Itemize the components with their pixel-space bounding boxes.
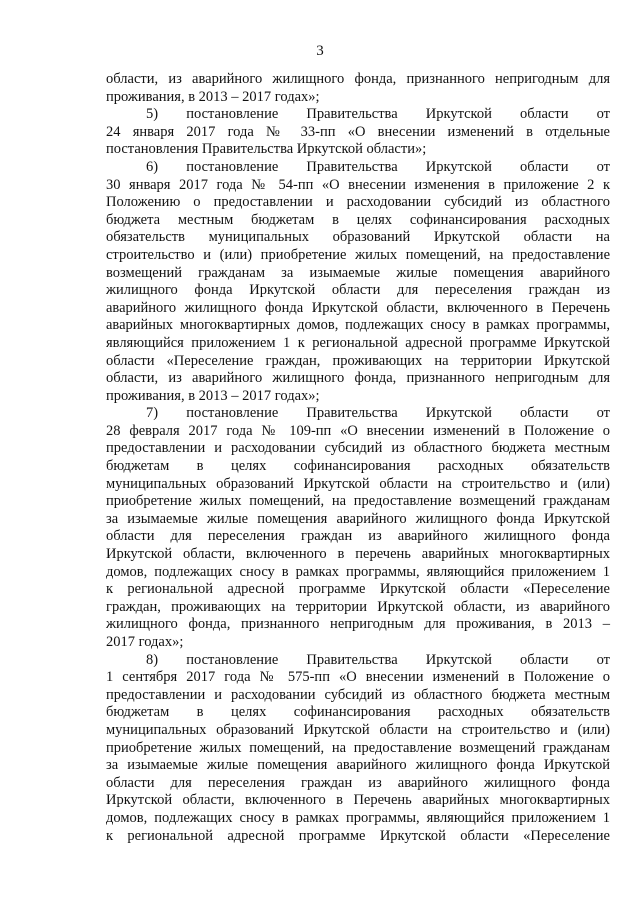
text-line: области для переселения граждан из аварийного жилищного фонда <box>106 528 610 545</box>
text-line: бюджета местным бюджетам в целях софинансирования расходных <box>106 211 610 228</box>
text-line: приобретение жилых помещений, на предоставление возмещений гражданам <box>106 493 610 510</box>
text-line: 24 января 2017 года № 33-пп «О внесении изменений в отдельные <box>106 123 610 140</box>
text-line: бюджетам в целях софинансирования расходных обязательств <box>106 458 610 475</box>
text-line: строительство и (или) приобретение жилых помещений, на предоставление <box>106 246 610 263</box>
text-line: проживания, в 2013 – 2017 годах»; <box>106 387 320 404</box>
text-line: к региональной адресной программе Иркутской области «Переселение <box>106 581 610 598</box>
text-line: области «Переселение граждан, проживающих на территории Иркутской <box>106 352 610 369</box>
page-number: 3 <box>316 43 324 59</box>
text-line: муниципальных образований Иркутской области на строительство и (или) <box>106 721 610 738</box>
text-line: 6) постановление Правительства Иркутской области от <box>146 158 610 175</box>
text-line: жилищного фонда, признанного непригодным для проживания, в 2013 – <box>106 616 610 633</box>
text-line: за изымаемые жилые помещения аварийного жилищного фонда Иркутской <box>106 510 610 527</box>
text-line: за изымаемые жилые помещения аварийного жилищного фонда Иркутской <box>106 757 610 774</box>
text-line: постановления Правительства Иркутской области»; <box>106 141 427 158</box>
text-line: области, из аварийного жилищного фонда, признанного непригодным для <box>106 71 610 87</box>
text-line: граждан, проживающих на территории Иркутской области, из аварийного <box>106 598 610 615</box>
text-line: бюджетам в целях софинансирования расходных обязательств <box>106 704 610 721</box>
text-line: 8) постановление Правительства Иркутской области от <box>146 651 610 668</box>
text-line: проживания, в 2013 – 2017 годах»; <box>106 88 320 105</box>
text-line: 30 января 2017 года № 54-пп «О внесении изменения в приложение 2 к <box>106 176 610 193</box>
text-line: приобретение жилых помещений, на предоставление возмещений гражданам <box>106 739 610 756</box>
text-line: 2017 годах»; <box>106 634 184 650</box>
text-line: аварийного жилищного фонда Иркутской области, включенного в Перечень <box>106 299 610 316</box>
document-body <box>106 71 610 845</box>
text-line: Иркутской области, включенного в Перечень аварийных многоквартирных <box>106 792 610 809</box>
text-line: 5) постановление Правительства Иркутской области от <box>146 106 610 123</box>
text-line: 1 сентября 2017 года № 575-пп «О внесении изменений в Положение о <box>106 669 610 686</box>
text-line: предоставлении и расходовании субсидий из областного бюджета местным <box>106 686 610 703</box>
text-line: домов, подлежащих сносу в рамках программы, являющийся приложением 1 <box>106 809 610 826</box>
text-line: к региональной адресной программе Иркутской области «Переселение <box>106 827 610 844</box>
text-line: муниципальных образований Иркутской области на строительство и (или) <box>106 475 610 492</box>
text-line: 28 февраля 2017 года № 109-пп «О внесении изменений в Положение о <box>106 422 610 439</box>
text-line: области, из аварийного жилищного фонда, признанного непригодным для <box>106 370 610 387</box>
text-line: жилищного фонда Иркутской области для переселения граждан из <box>106 282 610 299</box>
text-line: обязательств муниципальных образований Иркутской области на <box>106 229 610 246</box>
text-line: Иркутской области, включенного в перечень аварийных многоквартирных <box>106 546 610 563</box>
text-line: 7) постановление Правительства Иркутской области от <box>146 405 610 422</box>
text-line: являющийся приложением 1 к региональной адресной программе Иркутской <box>106 334 610 351</box>
text-line: предоставлении и расходовании субсидий из областного бюджета местным <box>106 440 610 457</box>
text-line: области для переселения граждан из аварийного жилищного фонда <box>106 774 610 791</box>
text-line: возмещений гражданам за изымаемые жилые помещения аварийного <box>106 264 610 281</box>
text-line: аварийных многоквартирных домов, подлежащих сносу в рамках программы, <box>106 317 610 334</box>
text-line: Положению о предоставлении и расходовании субсидий из областного <box>106 194 610 211</box>
text-line: домов, подлежащих сносу в рамках программы, являющийся приложением 1 <box>106 563 610 580</box>
